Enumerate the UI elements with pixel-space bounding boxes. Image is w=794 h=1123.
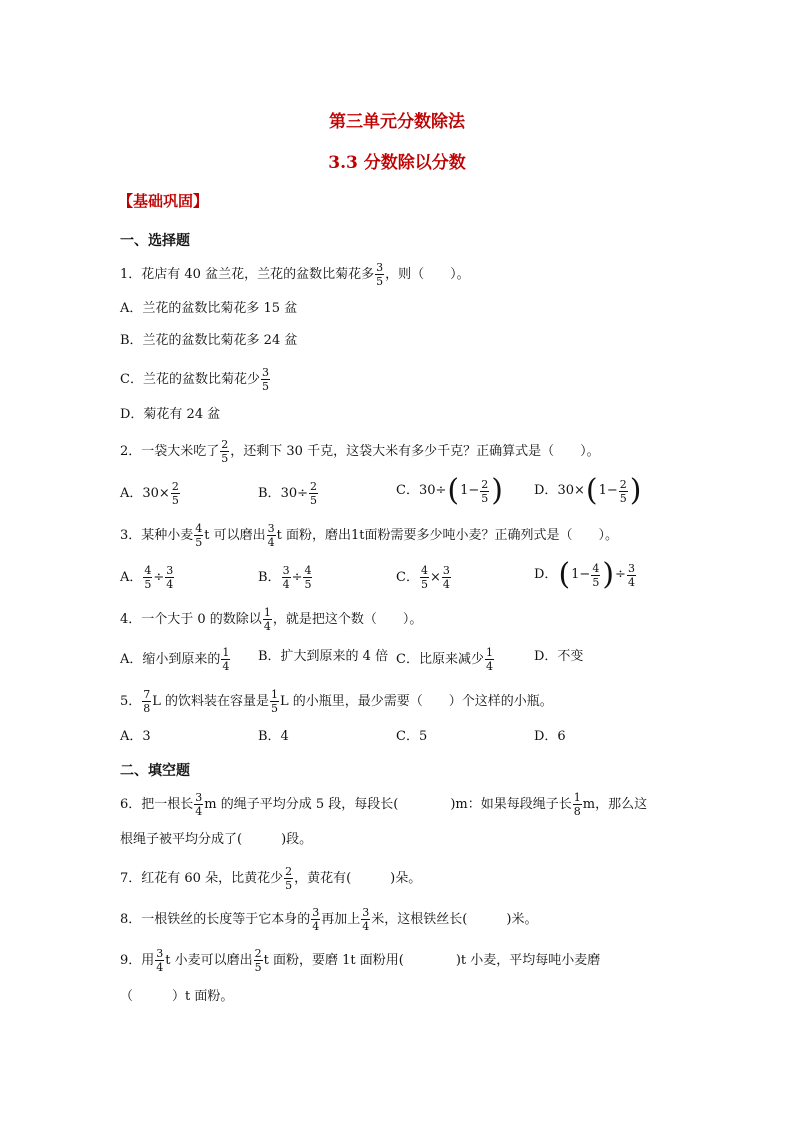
q1-option-a: A．兰花的盆数比菊花多 15 盆 (120, 301, 298, 316)
q2-option-c: C． 30÷ ( 1− $\frac{2}{5}$ ) (396, 473, 503, 508)
question-3: 3．某种小麦 $\frac{4}{5}$ t 可以磨出 $\frac{3}{4}$ t 面粉，磨出1t面粉需要多少吨小麦？正确列式是（ ）。 (120, 522, 618, 549)
question-9: 9．用 $\frac{3}{4}$ t 小麦可以磨出 $\frac{2}{5}$ t 面粉，要磨 1t 面粉用( )t 小麦，平均每吨小麦磨 (120, 947, 601, 974)
q1-option-d: D．菊花有 24 盆 (120, 407, 221, 422)
q3-option-a: A． $\frac{4}{5}$ ÷ $\frac{3}{4}$ (120, 564, 174, 591)
q2-option-a: A． 30× $\frac{2}{5}$ (120, 480, 179, 507)
question-7: 7．红花有 60 朵，比黄花少 $\frac{2}{5}$ ，黄花有( )朵。 (120, 865, 422, 892)
q2-option-d: D． 30× ( 1− $\frac{2}{5}$ ) (534, 473, 642, 508)
q1c-fraction: $\frac{3}{5}$ (261, 366, 269, 393)
page-title: 第三单元分数除法 (329, 112, 465, 132)
q1-text-b: ，则（ ）。 (385, 266, 470, 282)
question-1 (120, 261, 470, 288)
q1-option-c: C．兰花的盆数比菊花少 $\frac{3}{5}$ (120, 366, 269, 393)
q5-option-a: A．3 (120, 729, 151, 744)
q5-option-b: B．4 (258, 729, 289, 744)
q1-option-b: B．兰花的盆数比菊花多 24 盆 (120, 333, 298, 348)
question-6-cont: 根绳子被平均分成了( )段。 (120, 832, 313, 847)
q2-option-b: B． 30÷ $\frac{2}{5}$ (258, 480, 317, 507)
q4-option-d: D．不变 (534, 649, 584, 664)
part-choice-heading: 一、选择题 (120, 233, 190, 249)
question-6: 6．把一根长 $\frac{3}{4}$ m 的绳子平均分成 5 段，每段长( )m：如果每段绳子长 $\frac{1}{8}$ m，那么这 (120, 791, 648, 818)
question-8: 8．一根铁丝的长度等于它本身的 $\frac{3}{4}$ 再加上 $\frac{3}{4}$ 米，这根铁丝长( )米。 (120, 906, 538, 933)
question-9-cont: （ ）t 面粉。 (120, 989, 234, 1004)
q1-fraction: $\frac{3}{5}$ (376, 261, 384, 288)
question-4: 4．一个大于 0 的数除以 $\frac{1}{4}$ ，就是把这个数（ ）。 (120, 606, 423, 633)
q3-option-d: D． ( 1− $\frac{4}{5}$ ) ÷ $\frac{3}{4}$ (534, 557, 635, 592)
page-subtitle: 3.3 分数除以分数 (328, 153, 466, 173)
section-heading: 【基础巩固】 (118, 192, 209, 210)
q3-option-b: B． $\frac{3}{4}$ ÷ $\frac{4}{5}$ (258, 564, 312, 591)
part-fill-heading: 二、填空题 (120, 763, 190, 779)
q4-option-c: C．比原来减少 $\frac{1}{4}$ (396, 646, 493, 673)
q5-option-c: C．5 (396, 729, 428, 744)
q4-option-a: A．缩小到原来的 $\frac{1}{4}$ (120, 646, 230, 673)
q2-fraction: $\frac{2}{5}$ (221, 438, 229, 465)
q3-option-c: C． $\frac{4}{5}$ × $\frac{3}{4}$ (396, 564, 450, 591)
question-2: 2．一袋大米吃了 $\frac{2}{5}$ ，还剩下 30 千克，这袋大米有多少千克？正确算式是（ ）。 (120, 438, 600, 465)
q4-option-b: B．扩大到原来的 4 倍 (258, 649, 389, 664)
question-5: 5． $\frac{7}{8}$ L 的饮料装在容量是 $\frac{1}{5}$ L 的小瓶里，最少需要（ ）个这样的小瓶。 (120, 688, 553, 715)
q1-text-a: 1．花店有 40 盆兰花，兰花的盆数比菊花多 (120, 266, 375, 282)
q5-option-d: D．6 (534, 729, 566, 744)
